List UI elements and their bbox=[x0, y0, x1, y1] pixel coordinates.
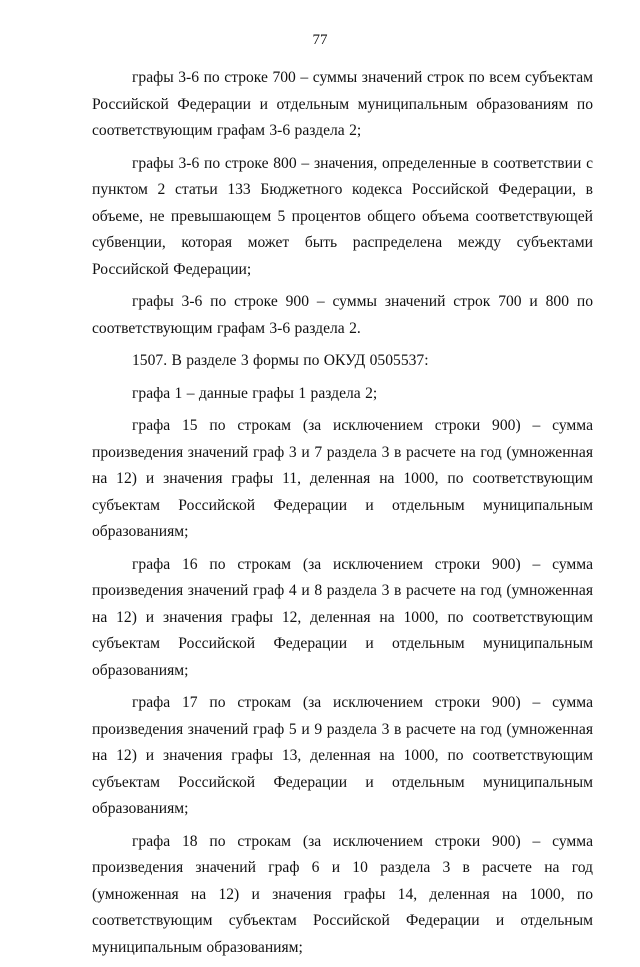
paragraph-column-1: графа 1 – данные графы 1 раздела 2; bbox=[132, 384, 378, 402]
paragraph-rows-800: графы 3-6 по строке 800 – значения, определенные в соответствии с пунктом 2 статьи 133 Бюджетного кодекса Российской Федерации, в объеме, не превышающем 5 процентов общего объема соответствующей субвенции, которая может быть распределена между субъектами Российской Федерации; bbox=[92, 154, 593, 278]
paragraph-column-17: графа 17 по строкам (за исключением строки 900) – сумма произведения значений граф 5 и 9 раздела 3 в расчете на год (умноженная на 12) и значения графы 13, деленная на 1000, по соответствующим субъектам Российской Федерации и отдельным муниципальным образованиям; bbox=[92, 694, 593, 817]
paragraph-column-18: графа 18 по строкам (за исключением строки 900) – сумма произведения значений граф 6 и 10 раздела 3 в расчете на год (умноженная на 12) и значения графы 14, деленная на 1000, по соответствующим субъектам Российской Федерации и отдельным муниципальным образованиям; bbox=[92, 832, 593, 956]
page-number: 77 bbox=[312, 32, 328, 48]
document-body bbox=[92, 65, 593, 967]
paragraph-column-15: графа 15 по строкам (за исключением строки 900) – сумма произведения значений граф 3 и 7 раздела 3 в расчете на год (умноженная на 12) и значения графы 11, деленная на 1000, по соответствующим субъектам Российской Федерации и отдельным муниципальным образованиям; bbox=[92, 417, 593, 540]
paragraph-rows-700: графы 3-6 по строке 700 – суммы значений строк по всем субъектам Российской Федерации и отдельным муниципальным образованиям по соответствующим графам 3-6 раздела 2; bbox=[92, 69, 593, 139]
paragraph-rows-900: графы 3-6 по строке 900 – суммы значений строк 700 и 800 по соответствующим графам 3-6 раздела 2. bbox=[92, 293, 593, 337]
paragraph-column-16: графа 16 по строкам (за исключением строки 900) – сумма произведения значений граф 4 и 8 раздела 3 в расчете на год (умноженная на 12) и значения графы 12, деленная на 1000, по соответствующим субъектам Российской Федерации и отдельным муниципальным образованиям; bbox=[92, 555, 593, 679]
paragraph-item-1507: 1507. В разделе 3 формы по ОКУД 0505537: bbox=[132, 352, 429, 369]
